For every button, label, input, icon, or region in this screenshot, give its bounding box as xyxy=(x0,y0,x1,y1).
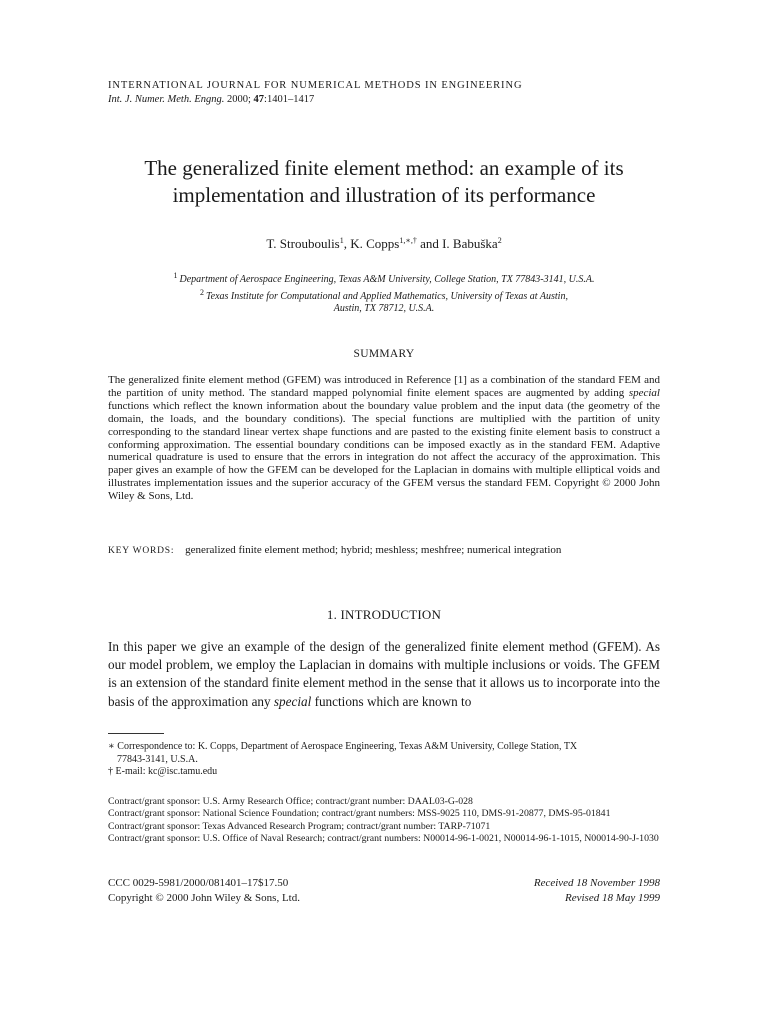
sponsor-line: Contract/grant sponsor: U.S. Army Research Office; contract/grant number: DAAL03-G-028 xyxy=(108,796,473,807)
footnotes xyxy=(108,741,660,779)
summary-heading: SUMMARY xyxy=(353,348,415,360)
author-3-sup: 2 xyxy=(497,236,502,245)
citation-pages: :1401–1417 xyxy=(264,94,315,105)
sponsor-line: Contract/grant sponsor: Texas Advanced Research Program; contract/grant number: TARP-71071 xyxy=(108,820,491,832)
citation-volume: 47 xyxy=(253,94,265,105)
journal-name: INTERNATIONAL JOURNAL FOR NUMERICAL METHODS IN ENGINEERING xyxy=(108,80,523,91)
affiliation-1 xyxy=(108,270,660,287)
introduction-text xyxy=(108,638,660,711)
footnote-correspondence: ∗ Correspondence to: K. Copps, Department of Aerospace Engineering, Texas A&M University, College Station, TX xyxy=(108,741,578,752)
received-date: Received 18 November 1998 xyxy=(533,877,660,889)
keywords-text: generalized finite element method; hybrid; meshless; meshfree; numerical integration xyxy=(185,544,562,556)
affiliation-2-line-2: Austin, TX 78712, U.S.A. xyxy=(333,303,435,314)
revised-date: Revised 18 May 1999 xyxy=(565,891,660,904)
grant-sponsors xyxy=(108,796,660,846)
footnote-rule xyxy=(108,733,164,734)
author-1-sup: 1 xyxy=(339,236,344,245)
footnote-correspondence-line-2: 77843-3141, U.S.A. xyxy=(117,753,198,765)
abstract-part-1: The generalized finite element method (GFEM) was introduced in Reference [1] as a combination of the standard FEM and the partition of unity method. The standard mapped polynomial finite element spaces are augmented by adding xyxy=(108,374,660,399)
intro-part-2: functions which are known to xyxy=(311,693,472,709)
authors xyxy=(108,236,660,252)
journal-citation xyxy=(108,94,314,105)
title-line-2: implementation and illustration of its performance xyxy=(172,183,596,207)
introduction-heading: 1. INTRODUCTION xyxy=(326,607,442,622)
ccc-code: CCC 0029-5981/2000/081401–17$17.50 xyxy=(108,877,289,889)
citation-year: 2000; xyxy=(226,94,251,105)
paper-title xyxy=(108,155,660,209)
abstract xyxy=(108,374,660,503)
keywords-label: KEY WORDS: xyxy=(108,546,175,556)
abstract-emphasis: special xyxy=(628,386,660,399)
abstract-part-2: functions which reflect the known information about the boundary value problem and the input data (the geometry of the domain, the loads, and the boundary conditions). The special functions are multiplied with the partition of unity corresponding to the standard linear vertex shape functions and are pasted to the existing finite element basis to construct a conforming approximation. The essential boundary conditions can be imposed exactly as in the standard FEM. Adaptive numerical quadrature is used to ensure that the errors in integration do not affect the accuracy of the approximation. This paper gives an example of how the GFEM can be developed for the Laplacian in domains with multiple elliptical voids and illustrates implementation issues and the superior accuracy of the GFEM versus the standard FEM. Copyright © 2000 John Wiley & Sons, Ltd. xyxy=(108,399,660,503)
title-line-1: The generalized finite element method: an example of its xyxy=(144,156,624,180)
received-dates xyxy=(534,876,660,905)
affiliation-1-sup: 1 xyxy=(173,271,178,280)
author-1: T. Strouboulis xyxy=(266,236,340,251)
citation-prefix: Int. J. Numer. Meth. Engng. xyxy=(108,94,225,105)
affiliation-2-sup: 2 xyxy=(200,287,205,297)
author-3: and I. Babuška xyxy=(416,236,498,251)
author-2-sup: 1,∗,† xyxy=(399,236,417,245)
affiliations xyxy=(108,270,660,316)
intro-part-1: In this paper we give an example of the design of the generalized finite element method (GFEM). As our model problem, we employ the Laplacian in domains with multiple inclusions or voids. The GFEM is an extension of the standard finite element method in the sense that it allows us to incorporate into the basis of the approximation any xyxy=(108,639,660,709)
intro-emphasis: special xyxy=(273,693,312,709)
copyright-line: Copyright © 2000 John Wiley & Sons, Ltd. xyxy=(108,891,300,904)
affiliation-2 xyxy=(108,287,660,304)
author-2: , K. Copps xyxy=(343,236,400,251)
sponsor-line: Contract/grant sponsor: U.S. Office of Naval Research; contract/grant numbers: N00014-96-1-0021, N00014-96-1-1015, N00014-90-J-1030 xyxy=(108,833,659,845)
sponsor-line: Contract/grant sponsor: National Science Foundation; contract/grant numbers: MSS-9025 110, DMS-91-20877, DMS-95-01841 xyxy=(108,808,611,820)
publication-info xyxy=(108,876,300,905)
affiliation-1-text: Department of Aerospace Engineering, Texas A&M University, College Station, TX 77843-3141, U.S.A. xyxy=(179,274,595,285)
keywords xyxy=(108,544,668,556)
affiliation-2-line-1: Texas Institute for Computational and Applied Mathematics, University of Texas at Austin, xyxy=(206,290,568,302)
footnote-email: † E-mail: kc@isc.tamu.edu xyxy=(108,766,218,778)
